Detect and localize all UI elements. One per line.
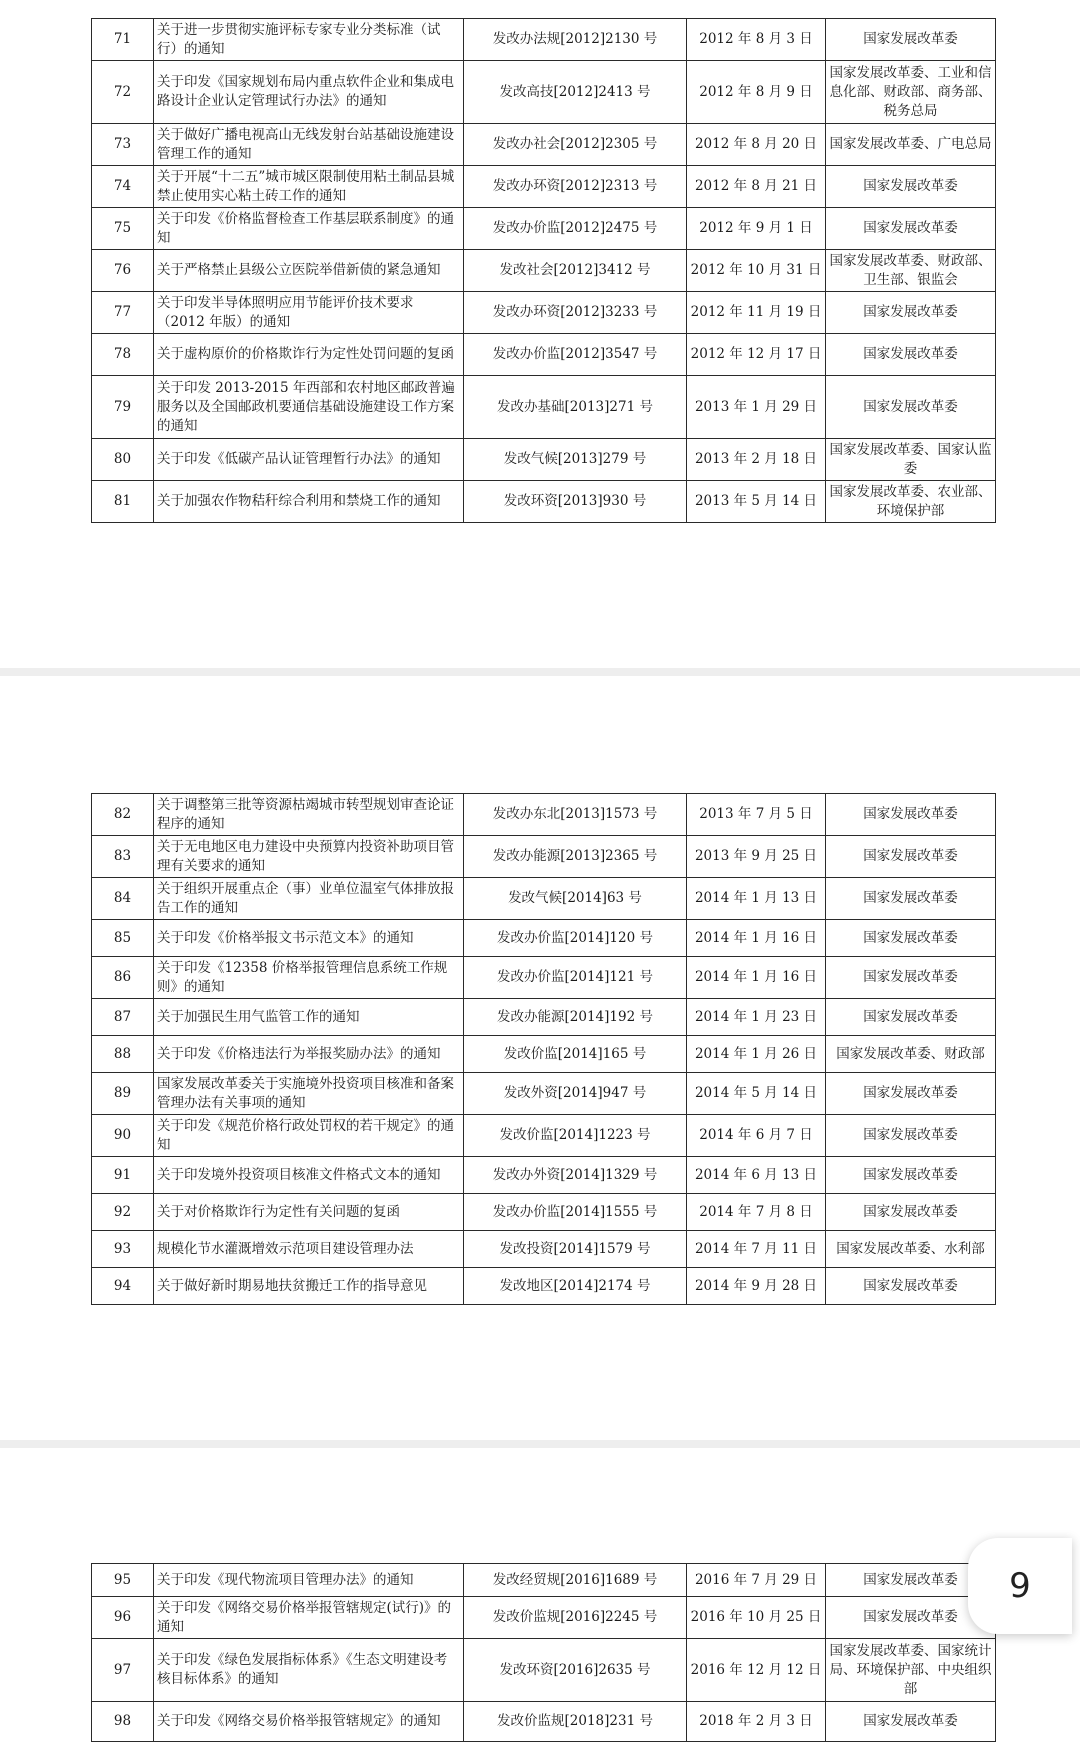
- cell-dept: 国家发展改革委: [826, 957, 996, 999]
- cell-code: 发改经贸规[2016]1689 号: [464, 1564, 687, 1597]
- cell-no: 95: [92, 1564, 154, 1597]
- cell-code: 发改环资[2013]930 号: [464, 481, 687, 523]
- cell-title: 关于印发《价格举报文书示范文本》的通知: [154, 920, 464, 957]
- cell-title: 关于做好新时期易地扶贫搬迁工作的指导意见: [154, 1268, 464, 1305]
- cell-no: 88: [92, 1036, 154, 1073]
- cell-date: 2013 年 9 月 25 日: [687, 836, 826, 878]
- cell-no: 86: [92, 957, 154, 999]
- cell-title: 关于进一步贯彻实施评标专家专业分类标准（试行）的通知: [154, 19, 464, 61]
- cell-no: 77: [92, 292, 154, 334]
- cell-code: 发改外资[2014]947 号: [464, 1073, 687, 1115]
- cell-date: 2012 年 8 月 20 日: [687, 124, 826, 166]
- cell-date: 2016 年 7 月 29 日: [687, 1564, 826, 1597]
- cell-title: 关于印发《价格违法行为举报奖励办法》的通知: [154, 1036, 464, 1073]
- table-row: [92, 1036, 996, 1073]
- cell-date: 2014 年 1 月 23 日: [687, 999, 826, 1036]
- cell-code: 发改办外资[2014]1329 号: [464, 1157, 687, 1194]
- table-row: [92, 1073, 996, 1115]
- cell-code: 发改办价监[2012]3547 号: [464, 334, 687, 376]
- cell-code: 发改气候[2013]279 号: [464, 439, 687, 481]
- cell-title: 规模化节水灌溉增效示范项目建设管理办法: [154, 1231, 464, 1268]
- document-table-1: [91, 18, 996, 523]
- cell-dept: 国家发展改革委: [826, 19, 996, 61]
- cell-title: 关于虚构原价的价格欺诈行为定性处罚问题的复函: [154, 334, 464, 376]
- table-row: [92, 1194, 996, 1231]
- cell-date: 2014 年 5 月 14 日: [687, 1073, 826, 1115]
- cell-no: 92: [92, 1194, 154, 1231]
- cell-title: 关于印发《现代物流项目管理办法》的通知: [154, 1564, 464, 1597]
- cell-date: 2013 年 7 月 5 日: [687, 794, 826, 836]
- cell-date: 2014 年 1 月 13 日: [687, 878, 826, 920]
- cell-dept: 国家发展改革委: [826, 836, 996, 878]
- cell-dept: 国家发展改革委: [826, 376, 996, 439]
- cell-date: 2013 年 5 月 14 日: [687, 481, 826, 523]
- table-row: [92, 439, 996, 481]
- cell-date: 2012 年 8 月 9 日: [687, 61, 826, 124]
- cell-title: 关于印发《规范价格行政处罚权的若干规定》的通知: [154, 1115, 464, 1157]
- cell-no: 73: [92, 124, 154, 166]
- cell-title: 关于印发境外投资项目核准文件格式文本的通知: [154, 1157, 464, 1194]
- table-row: [92, 1702, 996, 1742]
- table-row: [92, 1157, 996, 1194]
- cell-no: 79: [92, 376, 154, 439]
- table-row: [92, 920, 996, 957]
- cell-code: 发改办价监[2014]120 号: [464, 920, 687, 957]
- cell-no: 83: [92, 836, 154, 878]
- cell-date: 2014 年 6 月 13 日: [687, 1157, 826, 1194]
- cell-title: 关于印发《绿色发展指标体系》《生态文明建设考核目标体系》的通知: [154, 1639, 464, 1702]
- cell-no: 81: [92, 481, 154, 523]
- cell-title: 关于做好广播电视高山无线发射台站基础设施建设管理工作的通知: [154, 124, 464, 166]
- table-row: [92, 1639, 996, 1702]
- cell-date: 2012 年 10 月 31 日: [687, 250, 826, 292]
- cell-title: 关于无电地区电力建设中央预算内投资补助项目管理有关要求的通知: [154, 836, 464, 878]
- cell-dept: 国家发展改革委: [826, 1597, 996, 1639]
- page-gap: [0, 668, 1080, 676]
- cell-code: 发改价监[2014]1223 号: [464, 1115, 687, 1157]
- cell-code: 发改办能源[2014]192 号: [464, 999, 687, 1036]
- cell-dept: 国家发展改革委、广电总局: [826, 124, 996, 166]
- table-row: [92, 1268, 996, 1305]
- cell-code: 发改办环资[2012]2313 号: [464, 166, 687, 208]
- cell-no: 94: [92, 1268, 154, 1305]
- cell-code: 发改气候[2014]63 号: [464, 878, 687, 920]
- cell-code: 发改办价监[2014]121 号: [464, 957, 687, 999]
- cell-no: 78: [92, 334, 154, 376]
- cell-dept: 国家发展改革委: [826, 1073, 996, 1115]
- cell-title: 关于开展“十二五”城市城区限制使用粘土制品县城禁止使用实心粘土砖工作的通知: [154, 166, 464, 208]
- cell-title: 关于印发《价格监督检查工作基层联系制度》的通知: [154, 208, 464, 250]
- cell-dept: 国家发展改革委、工业和信息化部、财政部、商务部、税务总局: [826, 61, 996, 124]
- table-row: [92, 61, 996, 124]
- cell-date: 2012 年 8 月 21 日: [687, 166, 826, 208]
- table-row: [92, 166, 996, 208]
- cell-date: 2013 年 2 月 18 日: [687, 439, 826, 481]
- table-row: [92, 292, 996, 334]
- cell-dept: 国家发展改革委: [826, 1702, 996, 1742]
- cell-dept: 国家发展改革委: [826, 1115, 996, 1157]
- table-row: [92, 481, 996, 523]
- cell-title: 关于印发《网络交易价格举报管辖规定》的通知: [154, 1702, 464, 1742]
- page-gap: [0, 1440, 1080, 1448]
- cell-date: 2012 年 8 月 3 日: [687, 19, 826, 61]
- cell-title: 关于对价格欺诈行为定性有关问题的复函: [154, 1194, 464, 1231]
- cell-code: 发改办价监[2012]2475 号: [464, 208, 687, 250]
- cell-date: 2016 年 12 月 12 日: [687, 1639, 826, 1702]
- cell-no: 80: [92, 439, 154, 481]
- cell-code: 发改办价监[2014]1555 号: [464, 1194, 687, 1231]
- cell-title: 关于印发 2013-2015 年西部和农村地区邮政普遍服务以及全国邮政机要通信基础设施建设工作方案的通知: [154, 376, 464, 439]
- cell-date: 2014 年 1 月 26 日: [687, 1036, 826, 1073]
- cell-dept: 国家发展改革委: [826, 794, 996, 836]
- table-row: [92, 878, 996, 920]
- cell-dept: 国家发展改革委、财政部、卫生部、银监会: [826, 250, 996, 292]
- cell-dept: 国家发展改革委: [826, 1194, 996, 1231]
- table-row: [92, 836, 996, 878]
- document-table-2: [91, 793, 996, 1305]
- cell-title: 关于严格禁止县级公立医院举借新债的紧急通知: [154, 250, 464, 292]
- table-row: [92, 124, 996, 166]
- cell-code: 发改办能源[2013]2365 号: [464, 836, 687, 878]
- cell-code: 发改办环资[2012]3233 号: [464, 292, 687, 334]
- cell-title: 关于印发《网络交易价格举报管辖规定(试行)》的通知: [154, 1597, 464, 1639]
- table-row: [92, 19, 996, 61]
- cell-code: 发改价监规[2016]2245 号: [464, 1597, 687, 1639]
- cell-dept: 国家发展改革委、财政部: [826, 1036, 996, 1073]
- cell-dept: 国家发展改革委: [826, 1268, 996, 1305]
- cell-code: 发改办法规[2012]2130 号: [464, 19, 687, 61]
- cell-date: 2016 年 10 月 25 日: [687, 1597, 826, 1639]
- cell-no: 98: [92, 1702, 154, 1742]
- cell-no: 93: [92, 1231, 154, 1268]
- cell-date: 2014 年 7 月 8 日: [687, 1194, 826, 1231]
- cell-dept: 国家发展改革委: [826, 999, 996, 1036]
- cell-dept: 国家发展改革委、国家统计局、环境保护部、中央组织部: [826, 1639, 996, 1702]
- cell-code: 发改价监[2014]165 号: [464, 1036, 687, 1073]
- cell-title: 关于印发《国家规划布局内重点软件企业和集成电路设计企业认定管理试行办法》的通知: [154, 61, 464, 124]
- cell-no: 82: [92, 794, 154, 836]
- cell-no: 71: [92, 19, 154, 61]
- cell-date: 2018 年 2 月 3 日: [687, 1702, 826, 1742]
- cell-no: 84: [92, 878, 154, 920]
- table-row: [92, 334, 996, 376]
- cell-title: 国家发展改革委关于实施境外投资项目核准和备案管理办法有关事项的通知: [154, 1073, 464, 1115]
- cell-code: 发改高技[2012]2413 号: [464, 61, 687, 124]
- cell-no: 96: [92, 1597, 154, 1639]
- cell-date: 2014 年 1 月 16 日: [687, 920, 826, 957]
- cell-code: 发改社会[2012]3412 号: [464, 250, 687, 292]
- cell-date: 2012 年 11 月 19 日: [687, 292, 826, 334]
- table-row: [92, 250, 996, 292]
- cell-no: 90: [92, 1115, 154, 1157]
- cell-date: 2014 年 7 月 11 日: [687, 1231, 826, 1268]
- cell-title: 关于印发《低碳产品认证管理暂行办法》的通知: [154, 439, 464, 481]
- cell-code: 发改投资[2014]1579 号: [464, 1231, 687, 1268]
- cell-code: 发改地区[2014]2174 号: [464, 1268, 687, 1305]
- table-row: [92, 1115, 996, 1157]
- table-row: [92, 1231, 996, 1268]
- cell-dept: 国家发展改革委: [826, 1564, 996, 1597]
- cell-code: 发改价监规[2018]231 号: [464, 1702, 687, 1742]
- cell-date: 2014 年 9 月 28 日: [687, 1268, 826, 1305]
- cell-date: 2013 年 1 月 29 日: [687, 376, 826, 439]
- document-table-3: [91, 1563, 996, 1742]
- cell-no: 97: [92, 1639, 154, 1702]
- cell-code: 发改办东北[2013]1573 号: [464, 794, 687, 836]
- cell-no: 89: [92, 1073, 154, 1115]
- cell-date: 2012 年 9 月 1 日: [687, 208, 826, 250]
- cell-no: 91: [92, 1157, 154, 1194]
- table-row: [92, 1597, 996, 1639]
- cell-no: 75: [92, 208, 154, 250]
- page-number-badge[interactable]: 9: [968, 1538, 1072, 1634]
- cell-no: 74: [92, 166, 154, 208]
- cell-title: 关于组织开展重点企（事）业单位温室气体排放报告工作的通知: [154, 878, 464, 920]
- cell-dept: 国家发展改革委: [826, 208, 996, 250]
- table-row: [92, 1564, 996, 1597]
- cell-date: 2014 年 6 月 7 日: [687, 1115, 826, 1157]
- cell-title: 关于印发《12358 价格举报管理信息系统工作规则》的通知: [154, 957, 464, 999]
- cell-dept: 国家发展改革委: [826, 878, 996, 920]
- cell-no: 85: [92, 920, 154, 957]
- cell-dept: 国家发展改革委、国家认监委: [826, 439, 996, 481]
- cell-title: 关于加强民生用气监管工作的通知: [154, 999, 464, 1036]
- cell-code: 发改办社会[2012]2305 号: [464, 124, 687, 166]
- cell-dept: 国家发展改革委: [826, 334, 996, 376]
- table-row: [92, 208, 996, 250]
- table-row: [92, 957, 996, 999]
- cell-date: 2012 年 12 月 17 日: [687, 334, 826, 376]
- cell-dept: 国家发展改革委、水利部: [826, 1231, 996, 1268]
- cell-dept: 国家发展改革委、农业部、环境保护部: [826, 481, 996, 523]
- table-row: [92, 999, 996, 1036]
- cell-dept: 国家发展改革委: [826, 166, 996, 208]
- cell-dept: 国家发展改革委: [826, 920, 996, 957]
- table-row: [92, 376, 996, 439]
- cell-title: 关于加强农作物秸秆综合利用和禁烧工作的通知: [154, 481, 464, 523]
- cell-dept: 国家发展改革委: [826, 1157, 996, 1194]
- cell-code: 发改办基础[2013]271 号: [464, 376, 687, 439]
- cell-title: 关于印发半导体照明应用节能评价技术要求（2012 年版）的通知: [154, 292, 464, 334]
- cell-title: 关于调整第三批等资源枯竭城市转型规划审查论证程序的通知: [154, 794, 464, 836]
- cell-no: 87: [92, 999, 154, 1036]
- table-row: [92, 794, 996, 836]
- cell-no: 72: [92, 61, 154, 124]
- cell-code: 发改环资[2016]2635 号: [464, 1639, 687, 1702]
- cell-dept: 国家发展改革委: [826, 292, 996, 334]
- cell-date: 2014 年 1 月 16 日: [687, 957, 826, 999]
- cell-no: 76: [92, 250, 154, 292]
